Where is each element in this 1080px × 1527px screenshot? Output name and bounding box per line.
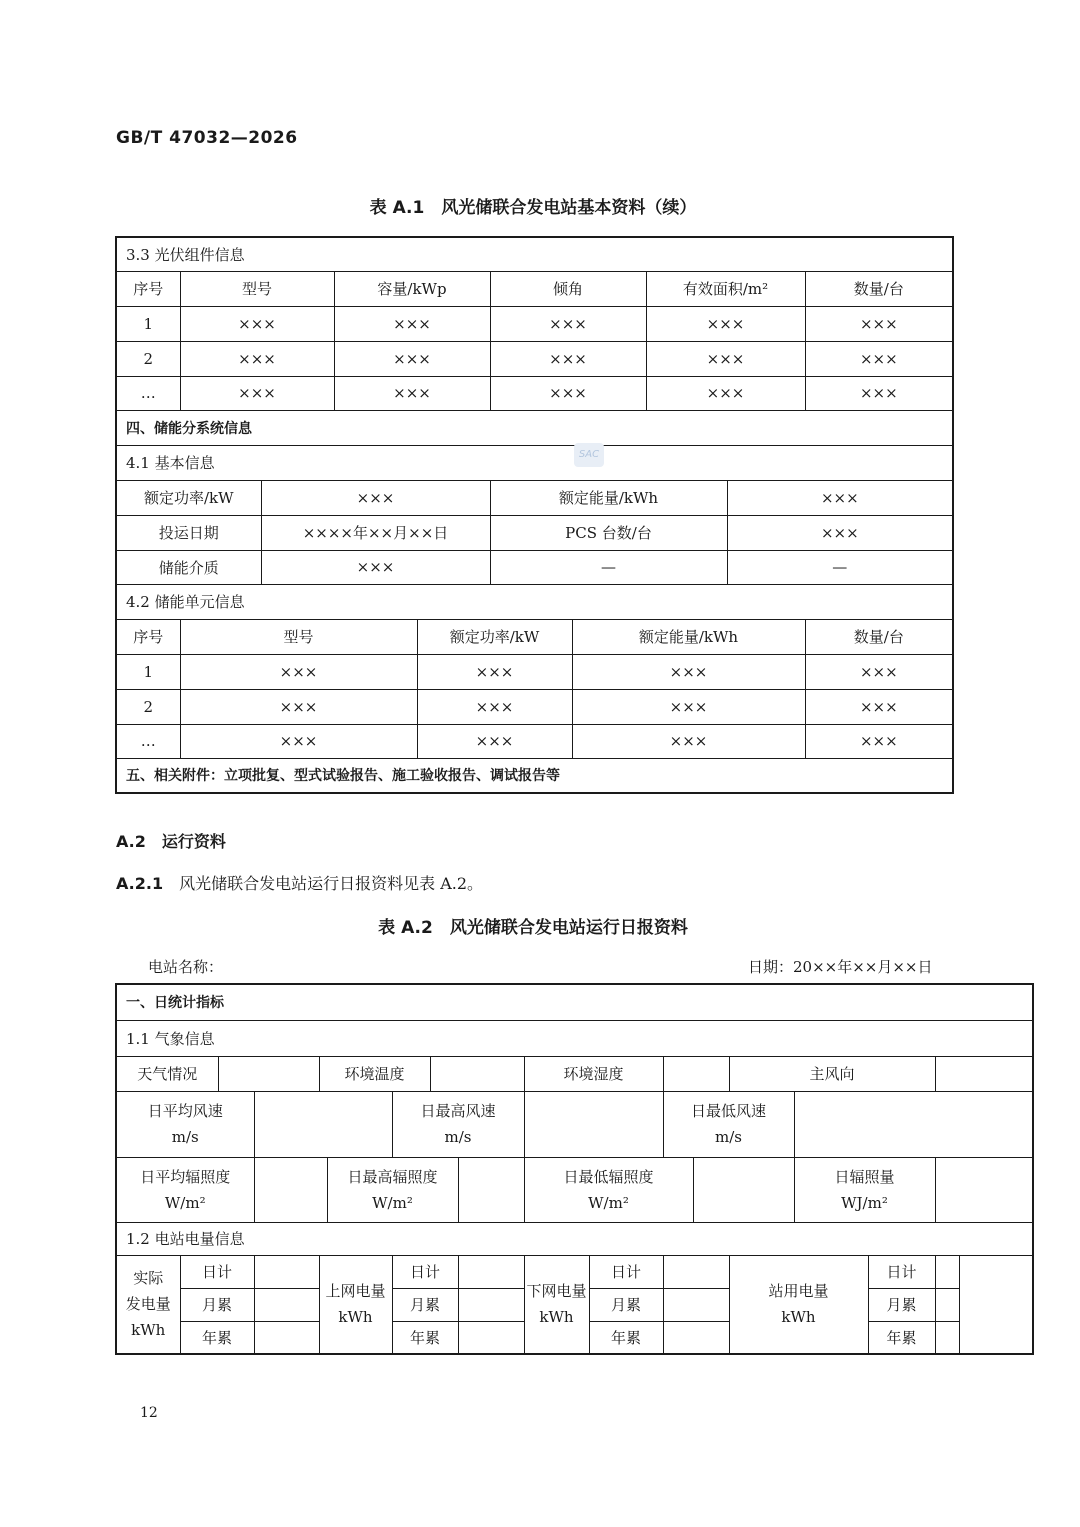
- pv-header-cell: 型号: [180, 271, 334, 306]
- irradiance-value-cell: [935, 1157, 1033, 1222]
- pv-cell: ×××: [490, 376, 646, 410]
- energy-value-cell: [663, 1288, 729, 1321]
- energy-group-label: [319, 1255, 392, 1354]
- period-label-cell: 日计: [589, 1255, 663, 1288]
- energy-group-text: 上网电量: [325, 1282, 386, 1301]
- unit-cell: 2: [116, 689, 180, 724]
- energy-group-text: 站用电量: [768, 1282, 829, 1301]
- weather-label-cell: 环境湿度: [524, 1056, 663, 1091]
- station-name-label: 电站名称：: [148, 958, 224, 976]
- unit-cell: ×××: [805, 654, 953, 689]
- period-label-cell: 月累: [589, 1288, 663, 1321]
- weather-value-cell: [218, 1056, 319, 1091]
- energy-value-cell: [254, 1288, 319, 1321]
- energy-group-unit: kWh: [781, 1308, 816, 1327]
- energy-group-text: 发电量: [125, 1295, 171, 1314]
- unit-cell: ×××: [180, 654, 417, 689]
- energy-group-text: 实际: [133, 1269, 164, 1288]
- sac-watermark: SAC: [574, 443, 604, 467]
- irradiance-label-unit: W/m²: [372, 1193, 413, 1212]
- irradiance-value-cell: [693, 1157, 794, 1222]
- weather-value-cell: [430, 1056, 524, 1091]
- unit-info-title: 4.2 储能单元信息: [116, 584, 953, 619]
- basic-label-cell: 储能介质: [116, 550, 261, 584]
- unit-cell: …: [116, 724, 180, 758]
- period-label-cell: 年累: [180, 1321, 254, 1354]
- energy-value-cell: [458, 1255, 524, 1288]
- unit-header-cell: 型号: [180, 619, 417, 654]
- basic-value-cell: —: [727, 550, 953, 584]
- table-row: [116, 654, 953, 689]
- basic-label-cell: —: [490, 550, 727, 584]
- energy-title: 1.2 电站电量信息: [116, 1222, 1033, 1255]
- irradiance-label-name: 日辐照量: [834, 1167, 895, 1186]
- irradiance-value-cell: [458, 1157, 524, 1222]
- energy-value-cell: [663, 1321, 729, 1354]
- wind-label-unit: m/s: [715, 1128, 742, 1146]
- pv-cell: ×××: [805, 306, 953, 341]
- irradiance-label-cell: [116, 1157, 254, 1222]
- table-row: [116, 550, 953, 584]
- table-row: [116, 515, 953, 550]
- basic-value-cell: ×××: [727, 480, 953, 515]
- daily-stats-title: 一、日统计指标: [116, 984, 1033, 1020]
- wind-label-unit: m/s: [171, 1128, 199, 1146]
- irradiance-label-cell: [327, 1157, 458, 1222]
- weather-value-cell: [935, 1056, 1033, 1091]
- irradiance-label-name: 日最高辐照度: [347, 1167, 438, 1186]
- table-row: [116, 1091, 1033, 1157]
- pv-cell: ×××: [334, 341, 490, 376]
- basic-label-cell: PCS 台数/台: [490, 515, 727, 550]
- wind-value-cell: [524, 1091, 663, 1157]
- pv-header-cell: 倾角: [490, 271, 646, 306]
- unit-cell: ×××: [180, 724, 417, 758]
- weather-title: 1.1 气象信息: [116, 1020, 1033, 1056]
- pv-cell: ×××: [646, 376, 805, 410]
- table-row: [116, 689, 953, 724]
- pv-cell: ×××: [180, 306, 334, 341]
- energy-group-label: [524, 1255, 589, 1354]
- pv-cell: …: [116, 376, 180, 410]
- pv-header-cell: 有效面积/m²: [646, 271, 805, 306]
- period-label-cell: 年累: [392, 1321, 458, 1354]
- energy-value-cell: [935, 1255, 959, 1288]
- pv-cell: 2: [116, 341, 180, 376]
- irradiance-label-cell: [794, 1157, 935, 1222]
- storage-section-title: 四、储能分系统信息: [116, 410, 953, 445]
- pv-cell: ×××: [646, 341, 805, 376]
- attachments-row: 五、相关附件：立项批复、型式试验报告、施工验收报告、调试报告等: [116, 758, 953, 793]
- pv-cell: ×××: [805, 376, 953, 410]
- period-label-cell: 日计: [868, 1255, 935, 1288]
- wind-label-name: 日平均风速: [147, 1102, 223, 1120]
- unit-cell: ×××: [180, 689, 417, 724]
- weather-label-cell: 天气情况: [116, 1056, 218, 1091]
- table-row: [116, 341, 953, 376]
- clause-number: A.2.1: [116, 874, 164, 893]
- pv-cell: ×××: [805, 341, 953, 376]
- table-a2-caption: 表 A.2 风光储联合发电站运行日报资料: [378, 918, 688, 938]
- basic-label-cell: 投运日期: [116, 515, 261, 550]
- wind-value-cell: [794, 1091, 1033, 1157]
- pv-header-cell: 数量/台: [805, 271, 953, 306]
- unit-cell: ×××: [572, 654, 805, 689]
- pv-cell: ×××: [334, 306, 490, 341]
- unit-cell: ×××: [805, 689, 953, 724]
- basic-value-cell: ×××: [261, 550, 490, 584]
- irradiance-label-name: 日最低辐照度: [563, 1167, 654, 1186]
- period-label-cell: 日计: [392, 1255, 458, 1288]
- table-a1: [115, 236, 954, 794]
- wind-label-unit: m/s: [444, 1128, 472, 1146]
- irradiance-label-name: 日平均辐照度: [140, 1167, 231, 1186]
- table-row: [116, 724, 953, 758]
- wind-label-cell: [116, 1091, 254, 1157]
- pv-cell: ×××: [490, 341, 646, 376]
- table-row: [116, 306, 953, 341]
- basic-label-cell: 额定功率/kW: [116, 480, 261, 515]
- unit-cell: ×××: [805, 724, 953, 758]
- unit-cell: 1: [116, 654, 180, 689]
- weather-value-cell: [663, 1056, 729, 1091]
- wind-label-cell: [392, 1091, 524, 1157]
- basic-value-cell: ×××: [261, 480, 490, 515]
- table-a1-caption: 表 A.1 风光储联合发电站基本资料（续）: [369, 198, 697, 218]
- basic-label-cell: 额定能量/kWh: [490, 480, 727, 515]
- table-row: [116, 480, 953, 515]
- energy-value-cell: [935, 1321, 959, 1354]
- basic-info-title: 4.1 基本信息: [116, 445, 953, 480]
- unit-header-cell: 序号: [116, 619, 180, 654]
- pv-cell: 1: [116, 306, 180, 341]
- clause-a2-1: [116, 871, 483, 894]
- energy-value-cell: [663, 1255, 729, 1288]
- energy-group-unit: kWh: [539, 1308, 574, 1327]
- unit-cell: ×××: [417, 689, 572, 724]
- energy-value-cell: [935, 1288, 959, 1321]
- table-row: [116, 1157, 1033, 1222]
- pv-header-cell: 序号: [116, 271, 180, 306]
- irradiance-label-cell: [524, 1157, 693, 1222]
- energy-value-cell: [458, 1321, 524, 1354]
- pv-cell: ×××: [334, 376, 490, 410]
- energy-group-label: [116, 1255, 180, 1354]
- unit-cell: ×××: [572, 689, 805, 724]
- period-label-cell: 月累: [180, 1288, 254, 1321]
- energy-value-cell: [458, 1288, 524, 1321]
- basic-value-cell: ××××年××月××日: [261, 515, 490, 550]
- energy-value-cell: [254, 1255, 319, 1288]
- pv-cell: ×××: [180, 376, 334, 410]
- energy-group-unit: kWh: [131, 1321, 166, 1340]
- unit-cell: ×××: [417, 654, 572, 689]
- clause-text: 风光储联合发电站运行日报资料见表 A.2。: [179, 874, 484, 893]
- period-label-cell: 月累: [392, 1288, 458, 1321]
- wind-label-name: 日最高风速: [420, 1102, 496, 1120]
- period-label-cell: 年累: [868, 1321, 935, 1354]
- energy-group-unit: kWh: [338, 1308, 373, 1327]
- basic-value-cell: ×××: [727, 515, 953, 550]
- wind-value-cell: [254, 1091, 392, 1157]
- unit-header-cell: 额定功率/kW: [417, 619, 572, 654]
- date-label: 日期：20××年××月××日: [748, 958, 933, 976]
- table-a2: [115, 983, 1034, 1355]
- pv-cell: ×××: [180, 341, 334, 376]
- pv-section-title: 3.3 光伏组件信息: [116, 237, 953, 271]
- section-a2-title: A.2 运行资料: [116, 832, 226, 851]
- irradiance-label-unit: W/m²: [588, 1193, 629, 1212]
- period-label-cell: 日计: [180, 1255, 254, 1288]
- energy-group-label: [729, 1255, 868, 1354]
- irradiance-label-unit: W/m²: [164, 1193, 206, 1212]
- unit-cell: ×××: [572, 724, 805, 758]
- unit-header-cell: 数量/台: [805, 619, 953, 654]
- irradiance-value-cell: [254, 1157, 327, 1222]
- period-label-cell: 年累: [589, 1321, 663, 1354]
- table-row: [116, 1056, 1033, 1091]
- table-row: [116, 376, 953, 410]
- weather-label-cell: 环境温度: [319, 1056, 430, 1091]
- unit-header-cell: 额定能量/kWh: [572, 619, 805, 654]
- pv-cell: ×××: [646, 306, 805, 341]
- pv-cell: ×××: [490, 306, 646, 341]
- irradiance-label-unit: WJ/m²: [841, 1193, 888, 1212]
- document-id: GB/T 47032—2026: [116, 128, 298, 148]
- wind-label-name: 日最低风速: [690, 1102, 766, 1120]
- period-label-cell: 月累: [868, 1288, 935, 1321]
- unit-cell: ×××: [417, 724, 572, 758]
- energy-group-text: 下网电量: [526, 1282, 587, 1301]
- wind-label-cell: [663, 1091, 794, 1157]
- table-row: [116, 1255, 1033, 1288]
- pv-header-cell: 容量/kWp: [334, 271, 490, 306]
- energy-value-cell: [254, 1321, 319, 1354]
- page-number: 12: [140, 1405, 158, 1421]
- weather-label-cell: 主风向: [729, 1056, 935, 1091]
